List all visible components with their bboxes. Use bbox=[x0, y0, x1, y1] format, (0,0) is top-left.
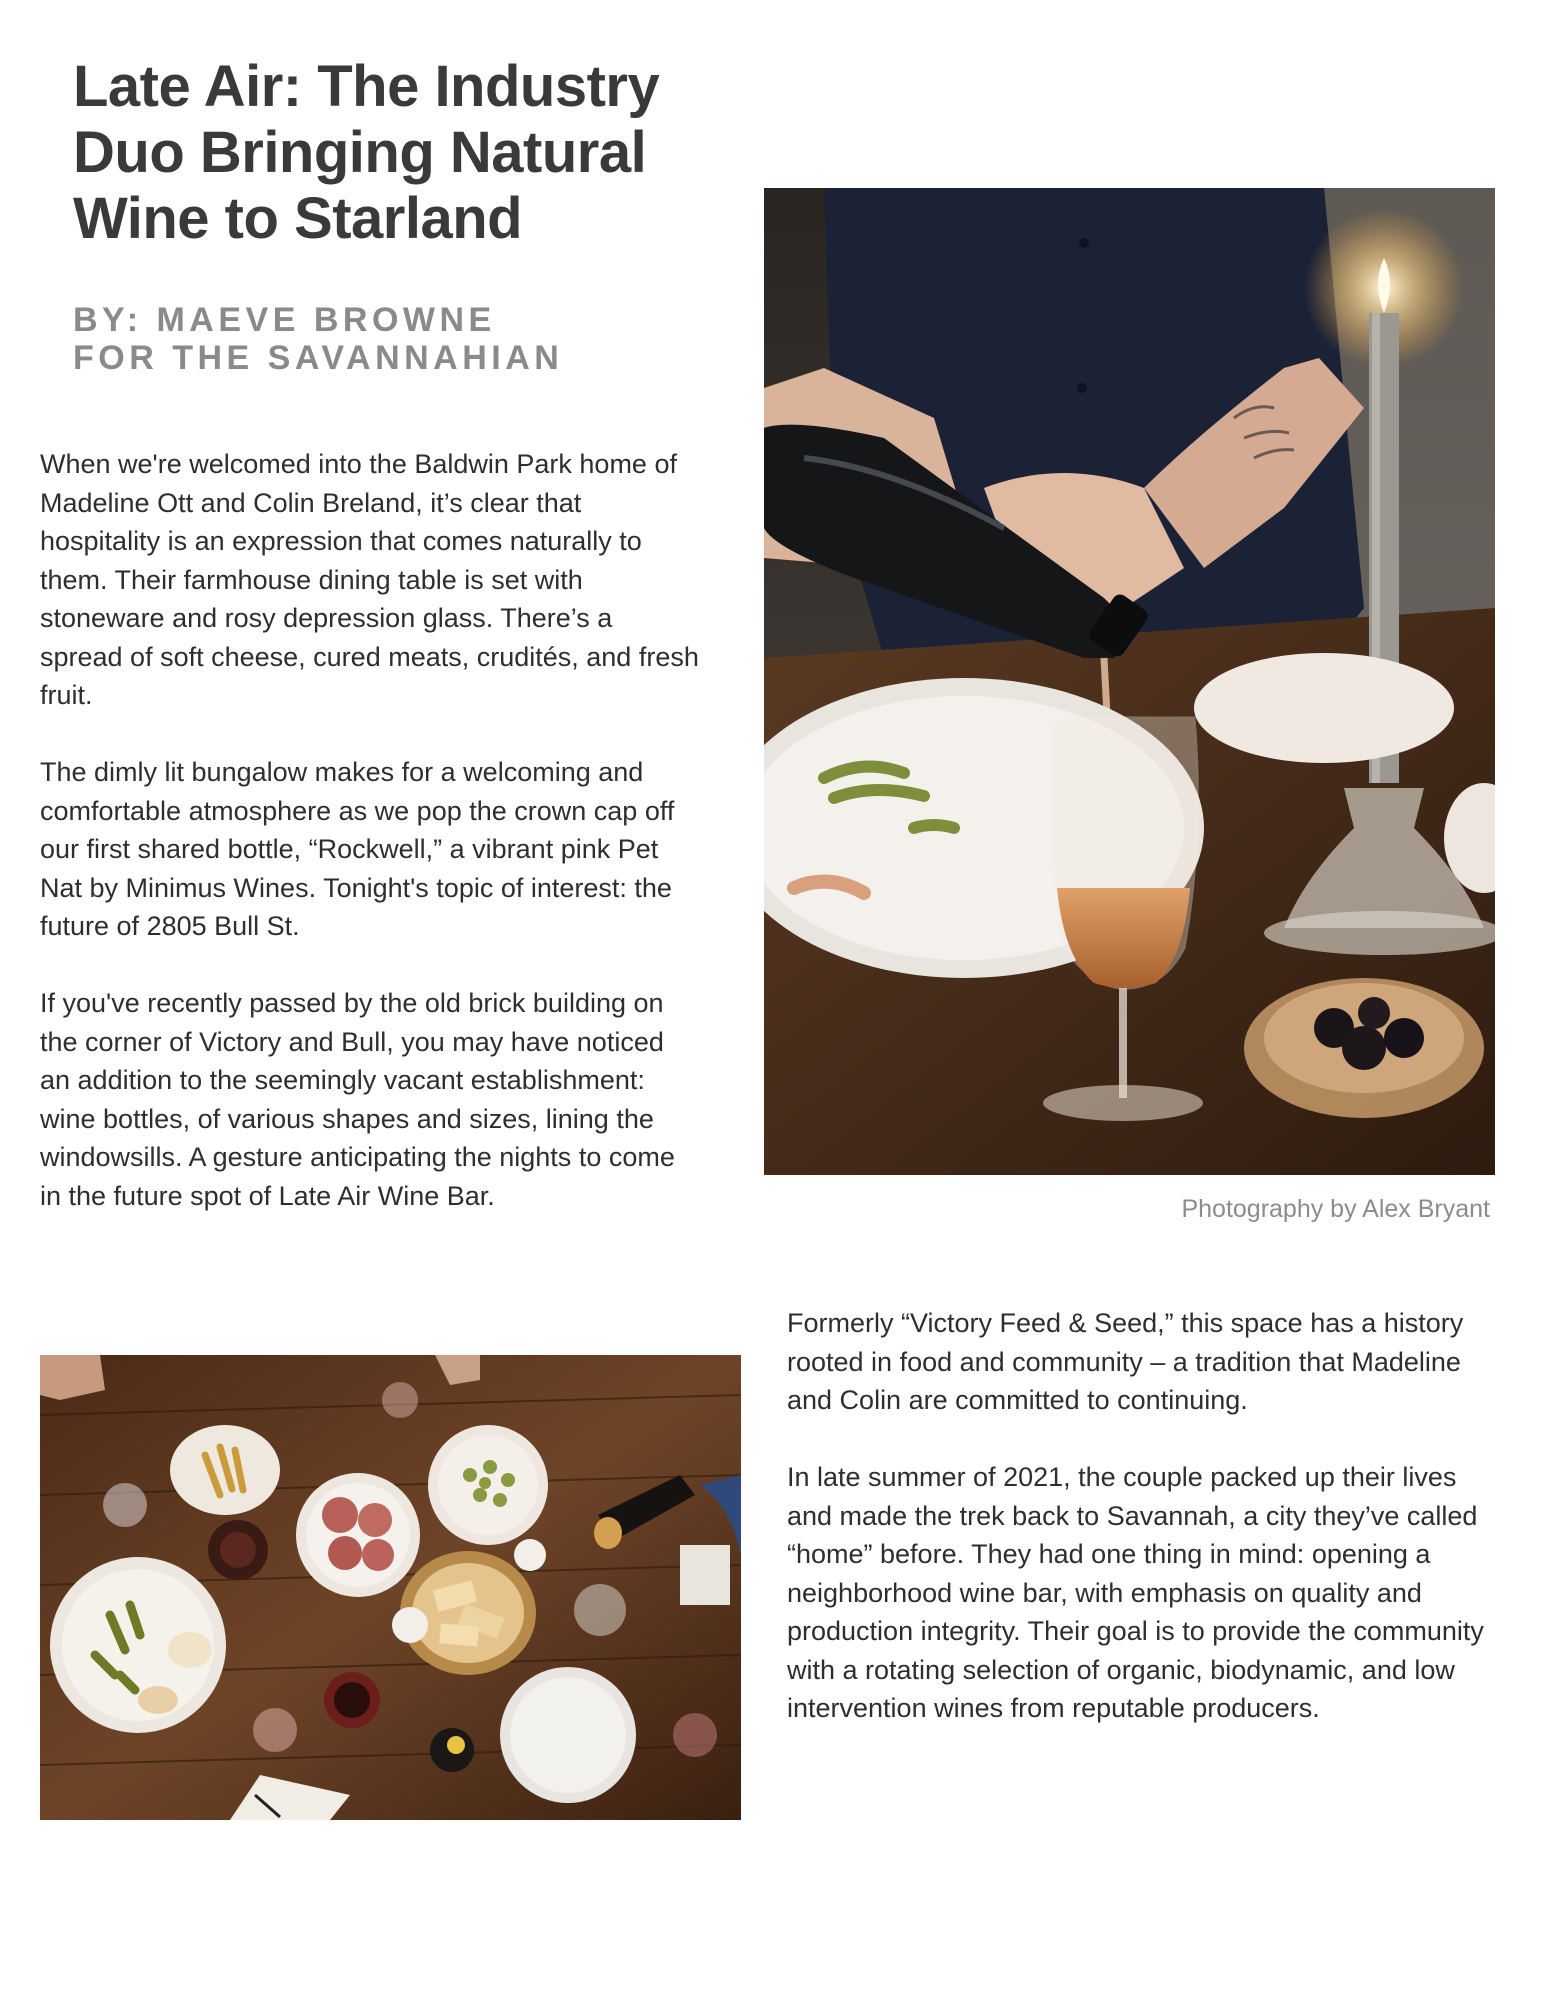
table-spread-illustration bbox=[40, 1355, 741, 1820]
body-paragraph: If you've recently passed by the old brick building on the corner of Victory and Bull, you may have noticed an addition to the seemingly vacant establishment: wine bottles, of various shapes and sizes, lining the windowsills. A gesture anticipating the nights to come in the future spot of Late Air Wine Bar. bbox=[40, 988, 675, 1211]
right-column-body bbox=[787, 1304, 1487, 1766]
body-paragraph: Formerly “Victory Feed & Seed,” this space has a history rooted in food and community – a tradition that Madeline and Colin are committed to continuing. bbox=[787, 1308, 1464, 1415]
article-title: Late Air: The Industry Duo Bringing Natural Wine to Starland bbox=[73, 54, 660, 251]
body-paragraph: The dimly lit bungalow makes for a welcoming and comfortable atmosphere as we pop the crown cap off our first shared bottle, “Rockwell,” a vibrant pink Pet Nat by Minimus Wines. Tonight's topic of interest: the future of 2805 Bull St. bbox=[40, 757, 675, 941]
wine-pouring-photo bbox=[764, 188, 1495, 1175]
wine-pouring-illustration bbox=[764, 188, 1495, 1175]
body-paragraph: When we're welcomed into the Baldwin Park home of Madeline Ott and Colin Breland, it’s clear that hospitality is an expression that comes naturally to them. Their farmhouse dining table is set with stoneware and rosy depression glass. There’s a spread of soft cheese, cured meats, crudités, and fresh fruit. bbox=[40, 449, 699, 710]
photo-caption: Photography by Alex Bryant bbox=[1181, 1195, 1490, 1223]
table-spread-photo bbox=[40, 1355, 741, 1820]
body-paragraph: In late summer of 2021, the couple packed up their lives and made the trek back to Savannah, a city they’ve called “home” before. They had one thing in mind: opening a neighborhood wine bar, with emphasis on quality and production integrity. Their goal is to provide the community with a rotating selection of organic, biodynamic, and low intervention wines from reputable producers. bbox=[787, 1462, 1484, 1723]
byline-publication: FOR THE SAVANNAHIAN bbox=[73, 339, 564, 377]
byline-author: BY: MAEVE BROWNE bbox=[73, 301, 496, 339]
byline bbox=[73, 301, 713, 377]
left-column-body bbox=[40, 445, 700, 1254]
